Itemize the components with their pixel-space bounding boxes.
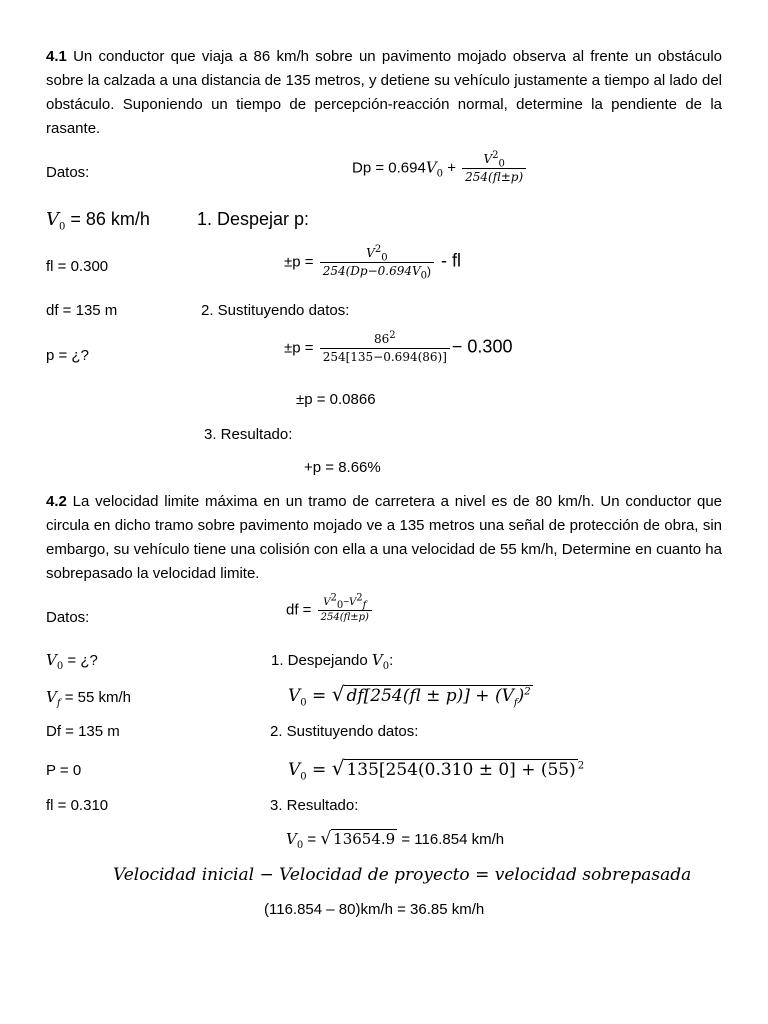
problem-4-2-statement: [46, 490, 722, 586]
p-unknown: p = ¿?: [46, 347, 89, 364]
despeje-formula: ±p = $\frac{V^2_0}{254(Dp-0.694V_0)}$ - fl: [284, 244, 462, 282]
Df-value: Df = 135 m: [46, 723, 120, 740]
problem-number: 4.1: [46, 48, 67, 65]
problem-number: 4.2: [46, 493, 67, 510]
step-1-label: 1. Despejando $V_0$:: [271, 651, 394, 672]
substitution-formula: ±p = $\frac{86^2}{254[135-0.694(86)]}$ − 0.300: [284, 330, 513, 364]
problem-4-1-statement: [46, 45, 722, 141]
v0-equation: $V_0$ = √ $df[254(fl \pm p)] + (V_f)^2$: [288, 682, 531, 709]
step-2-label: 2. Sustituyendo datos:: [270, 723, 419, 740]
fl-value: fl = 0.300: [46, 258, 109, 275]
fl-value: fl = 0.310: [46, 797, 109, 814]
step-3-label: 3. Resultado:: [270, 797, 359, 814]
final-result: (116.854 – 80)km/h = 36.85 km/h: [264, 901, 485, 918]
final-result: +p = 8.66%: [304, 459, 381, 476]
word-equation: Velocidad inicial − Velocidad de proyecto = velocidad sobrepasada: [113, 865, 692, 885]
datos-label: Datos:: [46, 164, 90, 181]
substituted-equation: $V_0$ = √ 135[254(0.310 ± 0] + (55) $^2$: [288, 756, 585, 783]
v0-unknown: $V_0$ = ¿?: [46, 651, 98, 672]
result-equation: $V_0$ = √ 13654.9 = 116.854 km/h: [286, 829, 505, 851]
v0-given: $V_0 = 86$ km/h: [46, 209, 150, 233]
P-value: P = 0: [46, 762, 82, 779]
vf-given: $V_f = 55$ km/h: [46, 688, 131, 709]
df-value: df = 135 m: [46, 302, 118, 319]
step-2-label: 2. Sustituyendo datos:: [201, 302, 350, 319]
step-3-label: 3. Resultado:: [204, 426, 293, 443]
datos-label: Datos:: [46, 609, 90, 626]
p-result: ±p = 0.0866: [296, 391, 376, 408]
problem-text: La velocidad limite máxima en un tramo de carretera a nivel es de 80 km/h. Un conductor que circula en dicho tramo sobre pavimento mojado ve a 135 metros una señal de protección de obra, sin embargo, su vehículo tiene una colisión con ella a una velocidad de 55 km/h, Determine en cuanto ha sobrepasado la velocidad limite.: [46, 493, 722, 582]
stopping-distance-formula: $Dp = 0.694V_0$ + $\frac{V^2_0}{254(fl\pm p)}$: [352, 152, 528, 185]
df-formula: df = $\frac{V^2_0-V^2_f}{254(fl\pm p)}$: [286, 597, 374, 624]
step-1-label: 1. Despejar p:: [197, 209, 310, 229]
problem-text: Un conductor que viaja a 86 km/h sobre un pavimento mojado observa al frente un obstáculo sobre la calzada a una distancia de 135 metros, y detiene su vehículo justamente a tiempo al lado del obstáculo. Suponiendo un tiempo de percepción-reacción normal, determine la pendiente de la rasante.: [46, 48, 722, 137]
